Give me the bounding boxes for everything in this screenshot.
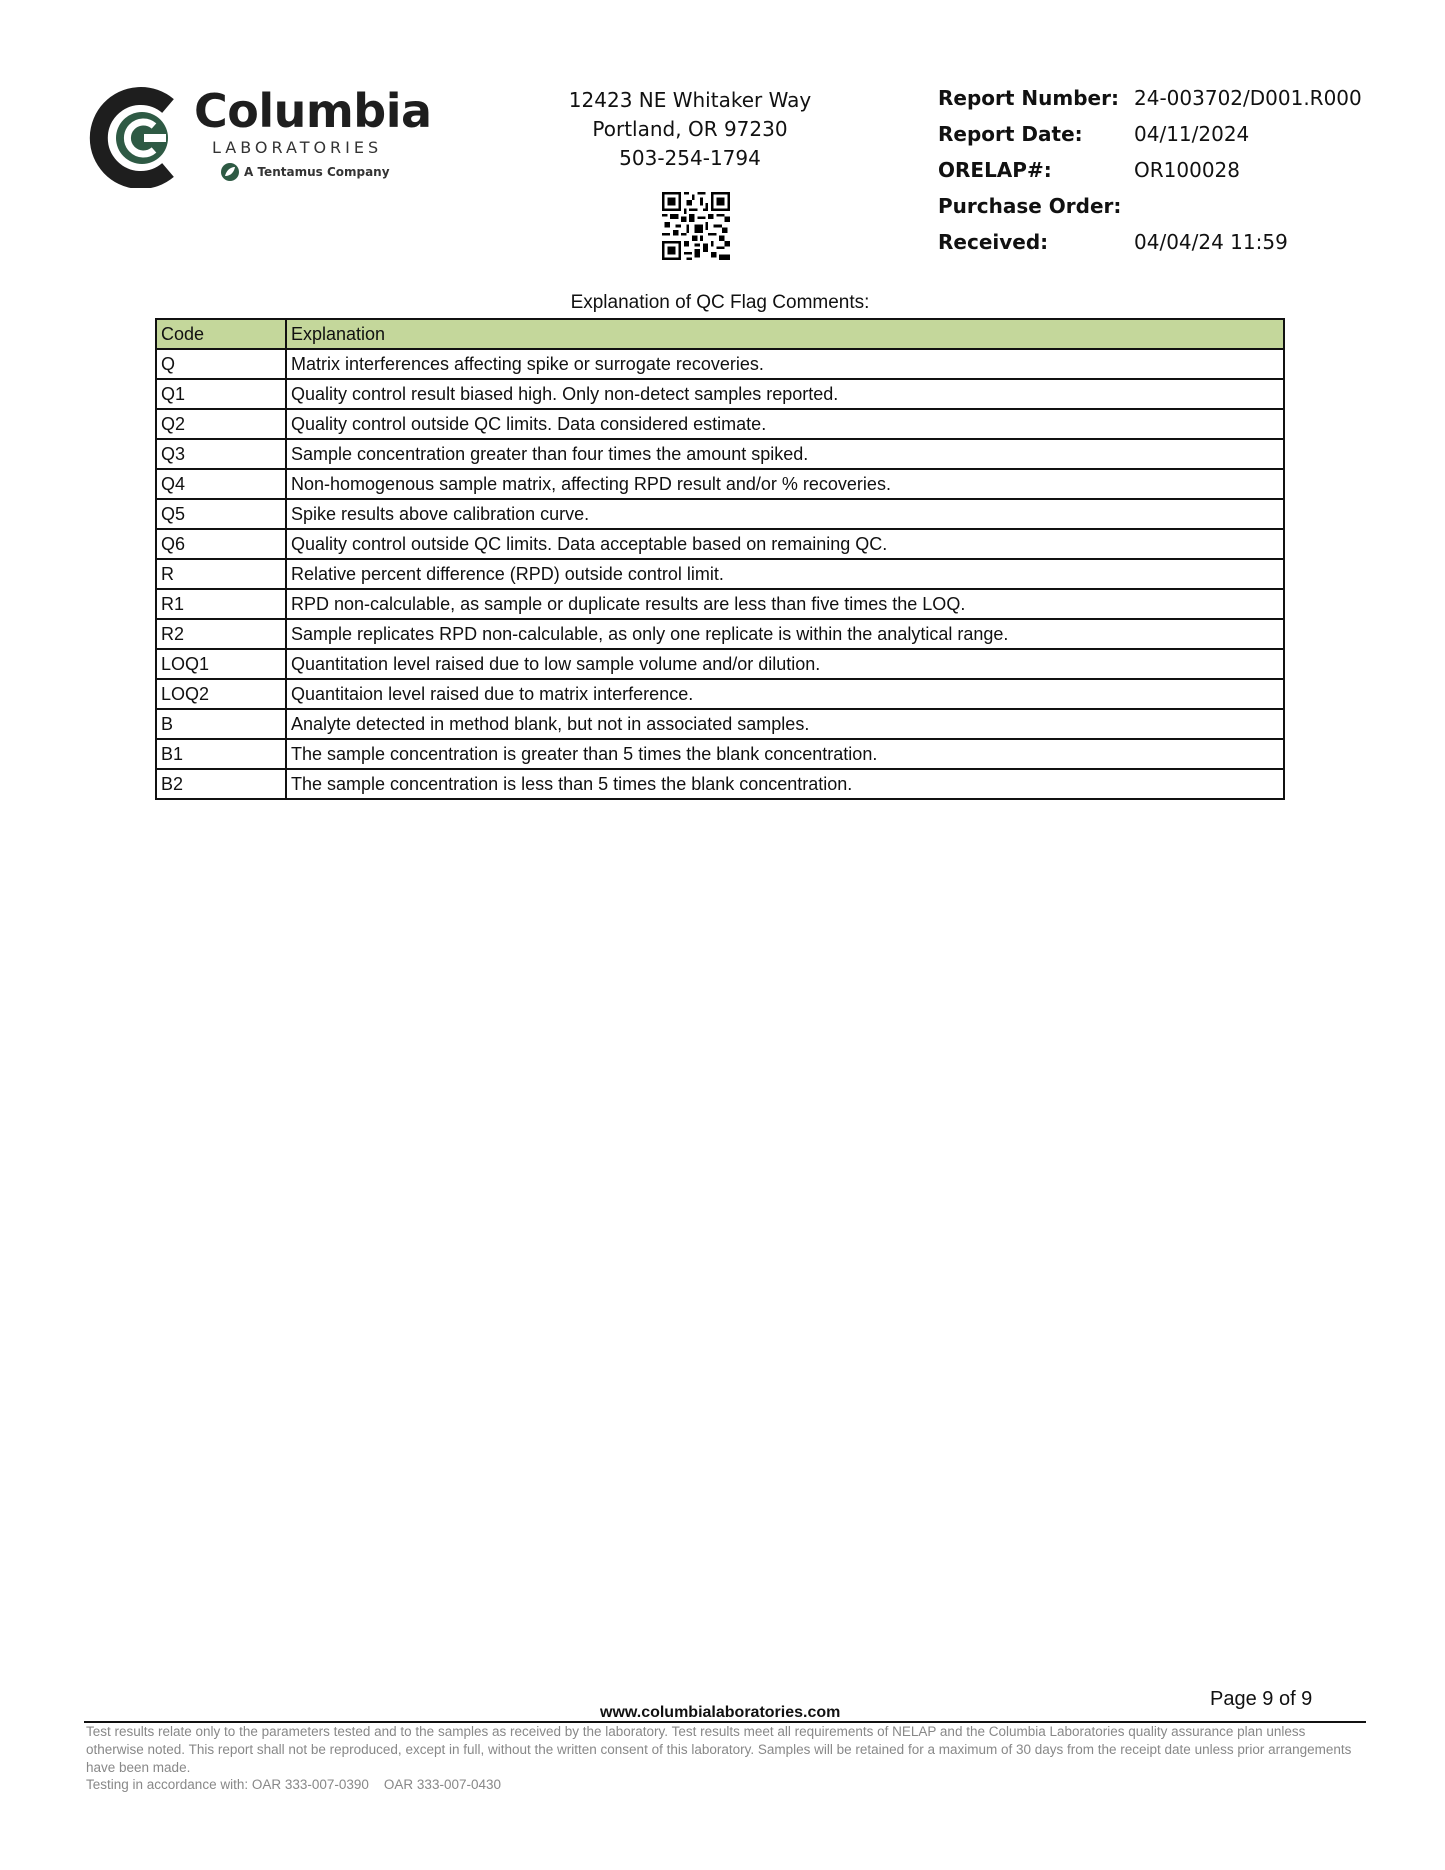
- table-title: Explanation of QC Flag Comments:: [570, 292, 870, 313]
- qc-explanation-cell: Quality control result biased high. Only non-detect samples reported.: [286, 379, 1284, 409]
- table-row: [156, 439, 1284, 469]
- purchase-order-label: Purchase Order:: [938, 194, 1122, 218]
- lab-address: [540, 86, 840, 173]
- qc-code-cell: B2: [156, 769, 286, 799]
- qc-explanation-cell: Non-homogenous sample matrix, affecting RPD result and/or % recoveries.: [286, 469, 1284, 499]
- qc-code-cell: R2: [156, 619, 286, 649]
- qc-explanation-cell: Sample replicates RPD non-calculable, as only one replicate is within the analytical range.: [286, 619, 1284, 649]
- qc-explanation-cell: The sample concentration is greater than 5 times the blank concentration.: [286, 739, 1284, 769]
- address-street: 12423 NE Whitaker Way: [568, 88, 812, 112]
- qc-explanation-cell: The sample concentration is less than 5 times the blank concentration.: [286, 769, 1284, 799]
- column-header-code: Code: [156, 319, 286, 349]
- orelap-label: ORELAP#:: [938, 158, 1052, 182]
- qc-explanation-cell: Sample concentration greater than four times the amount spiked.: [286, 439, 1284, 469]
- column-header-explanation: Explanation: [286, 319, 1284, 349]
- qc-code-cell: Q: [156, 349, 286, 379]
- qc-code-cell: R1: [156, 589, 286, 619]
- footer-compliance: Testing in accordance with: OAR 333-007-0390 OAR 333-007-0430: [86, 1777, 501, 1792]
- company-logo: [84, 84, 432, 194]
- qc-code-cell: Q1: [156, 379, 286, 409]
- qc-code-cell: Q6: [156, 529, 286, 559]
- report-number-value: 24-003702/D001.R000: [1134, 86, 1362, 110]
- table-row: [156, 499, 1284, 529]
- qc-explanation-cell: Spike results above calibration curve.: [286, 499, 1284, 529]
- qc-code-cell: Q3: [156, 439, 286, 469]
- qc-explanation-cell: Relative percent difference (RPD) outside control limit.: [286, 559, 1284, 589]
- qc-explanation-cell: Quality control outside QC limits. Data considered estimate.: [286, 409, 1284, 439]
- address-city: Portland, OR 97230: [592, 117, 788, 141]
- qc-explanation-cell: Matrix interferences affecting spike or surrogate recoveries.: [286, 349, 1284, 379]
- qc-explanation-cell: RPD non-calculable, as sample or duplicate results are less than five times the LOQ.: [286, 589, 1284, 619]
- report-date-value: 04/11/2024: [1134, 122, 1250, 146]
- table-body: [156, 349, 1284, 799]
- logo-tagline: [220, 162, 390, 182]
- table-row: [156, 529, 1284, 559]
- qc-explanation-cell: Quality control outside QC limits. Data acceptable based on remaining QC.: [286, 529, 1284, 559]
- logo-name: Columbia: [194, 84, 432, 138]
- qc-code-cell: R: [156, 559, 286, 589]
- table-row: [156, 769, 1284, 799]
- logo-subtitle: LABORATORIES: [212, 138, 383, 157]
- table-row: [156, 709, 1284, 739]
- qc-explanation-cell: Analyte detected in method blank, but not in associated samples.: [286, 709, 1284, 739]
- table-row: [156, 469, 1284, 499]
- qc-code-cell: B: [156, 709, 286, 739]
- address-phone: 503-254-1794: [619, 146, 761, 170]
- qc-code-cell: B1: [156, 739, 286, 769]
- table-row: [156, 349, 1284, 379]
- tentamus-leaf-icon: [220, 162, 240, 182]
- table-row: [156, 739, 1284, 769]
- report-date-label: Report Date:: [938, 122, 1083, 146]
- qc-explanation-cell: Quantitation level raised due to low sample volume and/or dilution.: [286, 649, 1284, 679]
- qr-code-icon: [662, 192, 730, 260]
- qc-code-cell: Q5: [156, 499, 286, 529]
- qc-code-cell: LOQ2: [156, 679, 286, 709]
- page-number: Page 9 of 9: [1210, 1688, 1313, 1710]
- received-label: Received:: [938, 230, 1049, 254]
- qc-explanation-cell: Quantitaion level raised due to matrix interference.: [286, 679, 1284, 709]
- website-link[interactable]: www.columbialaboratories.com: [600, 1704, 841, 1721]
- qc-code-cell: LOQ1: [156, 649, 286, 679]
- qc-flag-table: [155, 318, 1285, 800]
- logo-tagline-text: A Tentamus Company: [244, 165, 390, 179]
- table-row: [156, 589, 1284, 619]
- table-row: [156, 559, 1284, 589]
- table-row: [156, 649, 1284, 679]
- table-row: [156, 679, 1284, 709]
- table-row: [156, 619, 1284, 649]
- qc-code-cell: Q4: [156, 469, 286, 499]
- table-row: [156, 379, 1284, 409]
- orelap-value: OR100028: [1134, 158, 1240, 182]
- table-header-row: [156, 319, 1284, 349]
- report-number-label: Report Number:: [938, 86, 1119, 110]
- table-row: [156, 409, 1284, 439]
- footer-disclaimer: Test results relate only to the parameters tested and to the samples as received by the laboratory. Test results meet all requirements of NELAP and the Columbia Laboratories quality assurance plan unless otherwise noted. This report shall not be reproduced, except in full, without the written consent of this laboratory. Samples will be retained for a maximum of 30 days from the receipt date unless prior arrangements have been made.: [86, 1724, 1352, 1775]
- columbia-logo-mark-icon: [84, 86, 194, 188]
- qc-code-cell: Q2: [156, 409, 286, 439]
- received-value: 04/04/24 11:59: [1134, 230, 1288, 254]
